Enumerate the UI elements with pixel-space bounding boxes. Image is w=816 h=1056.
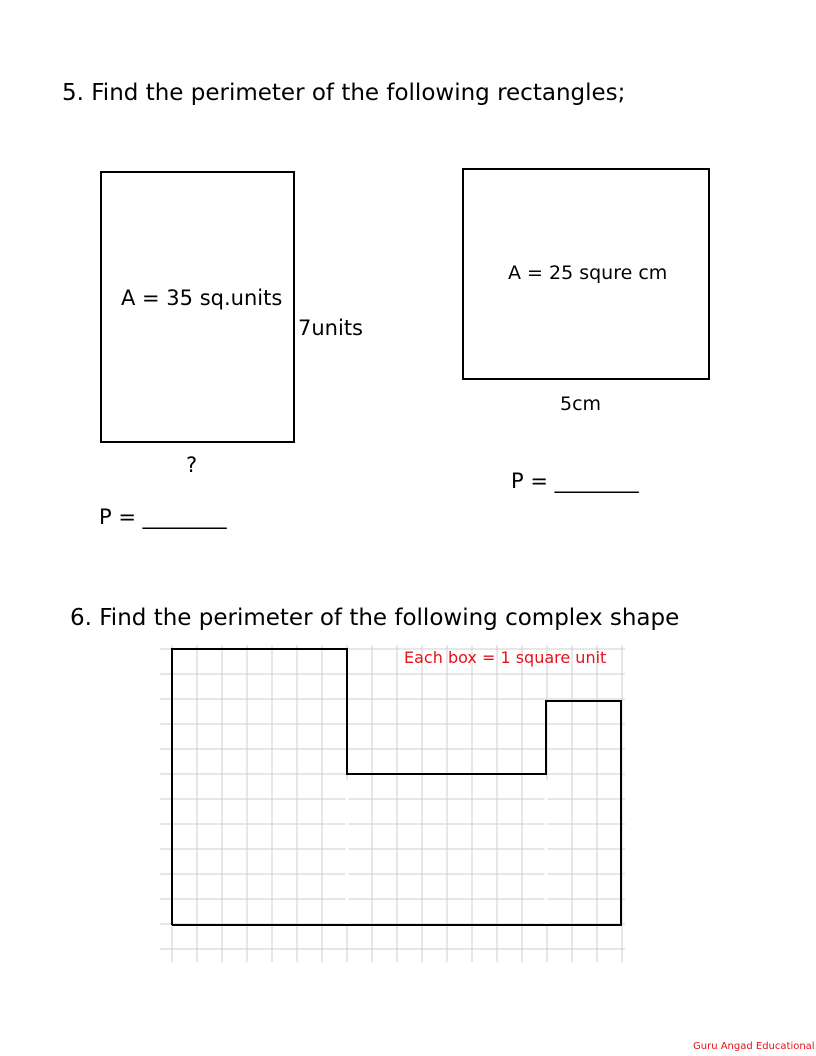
rectangle-1-bottom-label: ? (186, 453, 198, 477)
rectangle-2-bottom-label: 5cm (560, 393, 602, 415)
grid-scale-note: Each box = 1 square unit (404, 648, 607, 667)
rectangle-1-area-label: A = 35 sq.units (121, 286, 283, 310)
rectangle-1-side-label: 7units (298, 316, 363, 340)
question-6-title: 6. Find the perimeter of the following complex shape (70, 605, 680, 631)
footer-credit: Guru Angad Educational (693, 1041, 815, 1052)
rectangle-2-perimeter-answer: P = ________ (511, 469, 639, 493)
rectangle-2-area-label: A = 25 squre cm (508, 262, 668, 284)
rectangle-1-perimeter-answer: P = ________ (99, 505, 227, 529)
grid-lines (160, 645, 625, 962)
question-5-title: 5. Find the perimeter of the following rectangles; (62, 80, 626, 106)
